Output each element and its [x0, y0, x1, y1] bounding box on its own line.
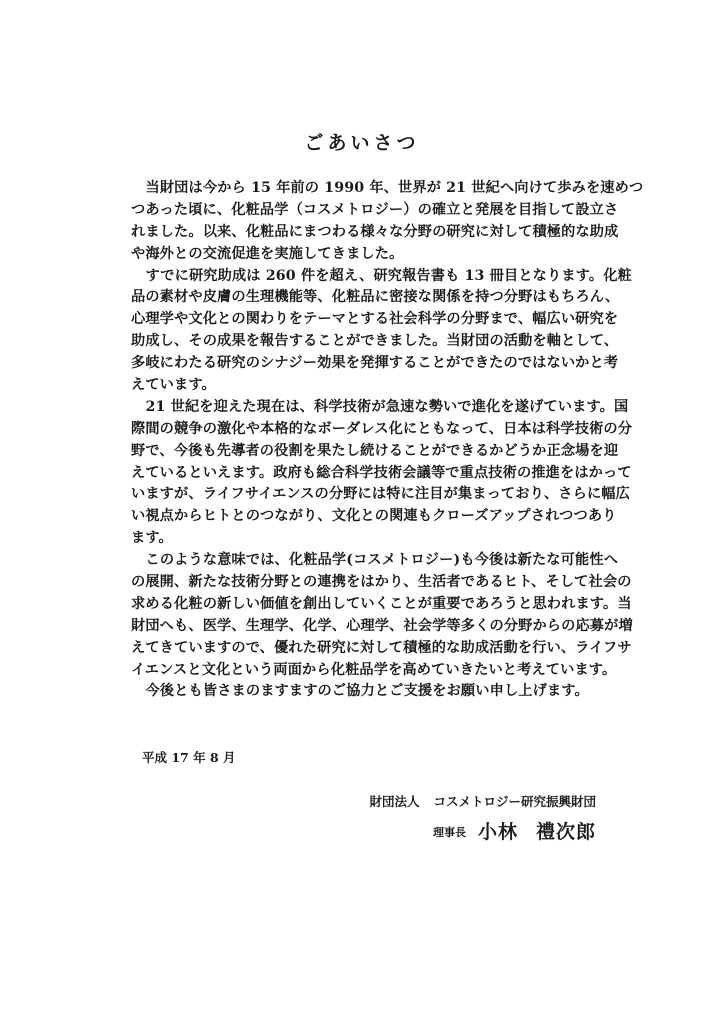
body-line: 当財団は今から 15 年前の 1990 年、世界が 21 世紀へ向けて歩みを速めつ: [145, 180, 644, 196]
body-line: 品の素材や皮膚の生理機能等、化粧品に密接な関係を持つ分野はもちろん、: [131, 289, 620, 306]
body-line: れました。以来、化粧品にまつわる様々な分野の研究に対して積極的な助成: [131, 223, 619, 240]
page-title: ごあいさつ: [304, 132, 420, 154]
body-line: えてきていますので、優れた研究に対して積極的な助成活動を行い、ライフサ: [131, 639, 632, 656]
organization-name: [369, 792, 596, 810]
body-line: すでに研究助成は 260 件を超え、研究報告書も 13 冊目となります。化粧: [145, 267, 632, 284]
body-line: 求める化粧の新しい価値を創出していくことが重要であろうと思われます。当: [131, 595, 632, 612]
body-line: の展開、新たな技術分野との連携をはかり、生活者であるヒト、そして社会の: [131, 574, 632, 591]
body-line: えています。: [131, 377, 216, 394]
body-line: や海外との交流促進を実施してきました。: [131, 245, 404, 262]
body-line: えているといえます。政府も総合科学技術会議等で重点技術の推進をはかって: [131, 464, 632, 481]
signature: [433, 817, 596, 844]
body-line: い視点からヒトとのつながり、文化との関連もクローズアップされつつあり: [131, 508, 617, 525]
org-type: 財団法人: [369, 794, 420, 809]
org-name: コスメトロジー研究振興財団: [433, 794, 596, 809]
body-line: 野で、今後も先導者の役割を果たし続けることができるかどうか正念場を迎: [131, 442, 619, 459]
body-line: 21 世紀を迎えた現在は、科学技術が急速な勢いで進化を遂げています。国: [145, 398, 629, 415]
body-line: ます。: [131, 530, 173, 547]
body-line: このような意味では、化粧品学(コスメトロジー)も今後は新たな可能性へ: [145, 552, 619, 569]
date: 平成 17 年 8 月: [142, 750, 236, 765]
body-line: イエンスと文化という両面から化粧品学を高めていきたいと考えています。: [131, 661, 617, 678]
body-line: 財団へも、医学、生理学、化学、心理学、社会学等多くの分野からの応募が増: [131, 617, 633, 634]
body-line: いますが、ライフサイエンスの分野には特に注目が集まっており、さらに幅広: [131, 486, 630, 503]
body-line: 心理学や文化との関わりをテーマとする社会科学の分野まで、幅広い研究を: [131, 311, 619, 328]
signatory-surname: 小林: [477, 821, 518, 843]
body-line: 際間の競争の激化や本格的なボーダレス化にともなって、日本は科学技術の分: [131, 420, 633, 437]
body-line: つあった頃に、化粧品学（コスメトロジー）の確立と発展を目指して設立さ: [131, 201, 619, 218]
greeting-body: [131, 178, 644, 703]
body-line: 多岐にわたる研究のシナジー効果を発揮することができたのではないかと考: [131, 355, 619, 372]
body-line: 今後とも皆さまのますますのご協力とご支援をお願い申し上げます。: [145, 683, 589, 700]
signatory-given-name: 禮次郎: [535, 821, 596, 843]
signatory-role: 理事長: [432, 826, 466, 839]
body-line: 助成し、その成果を報告することができました。当財団の活動を軸として、: [131, 333, 619, 350]
